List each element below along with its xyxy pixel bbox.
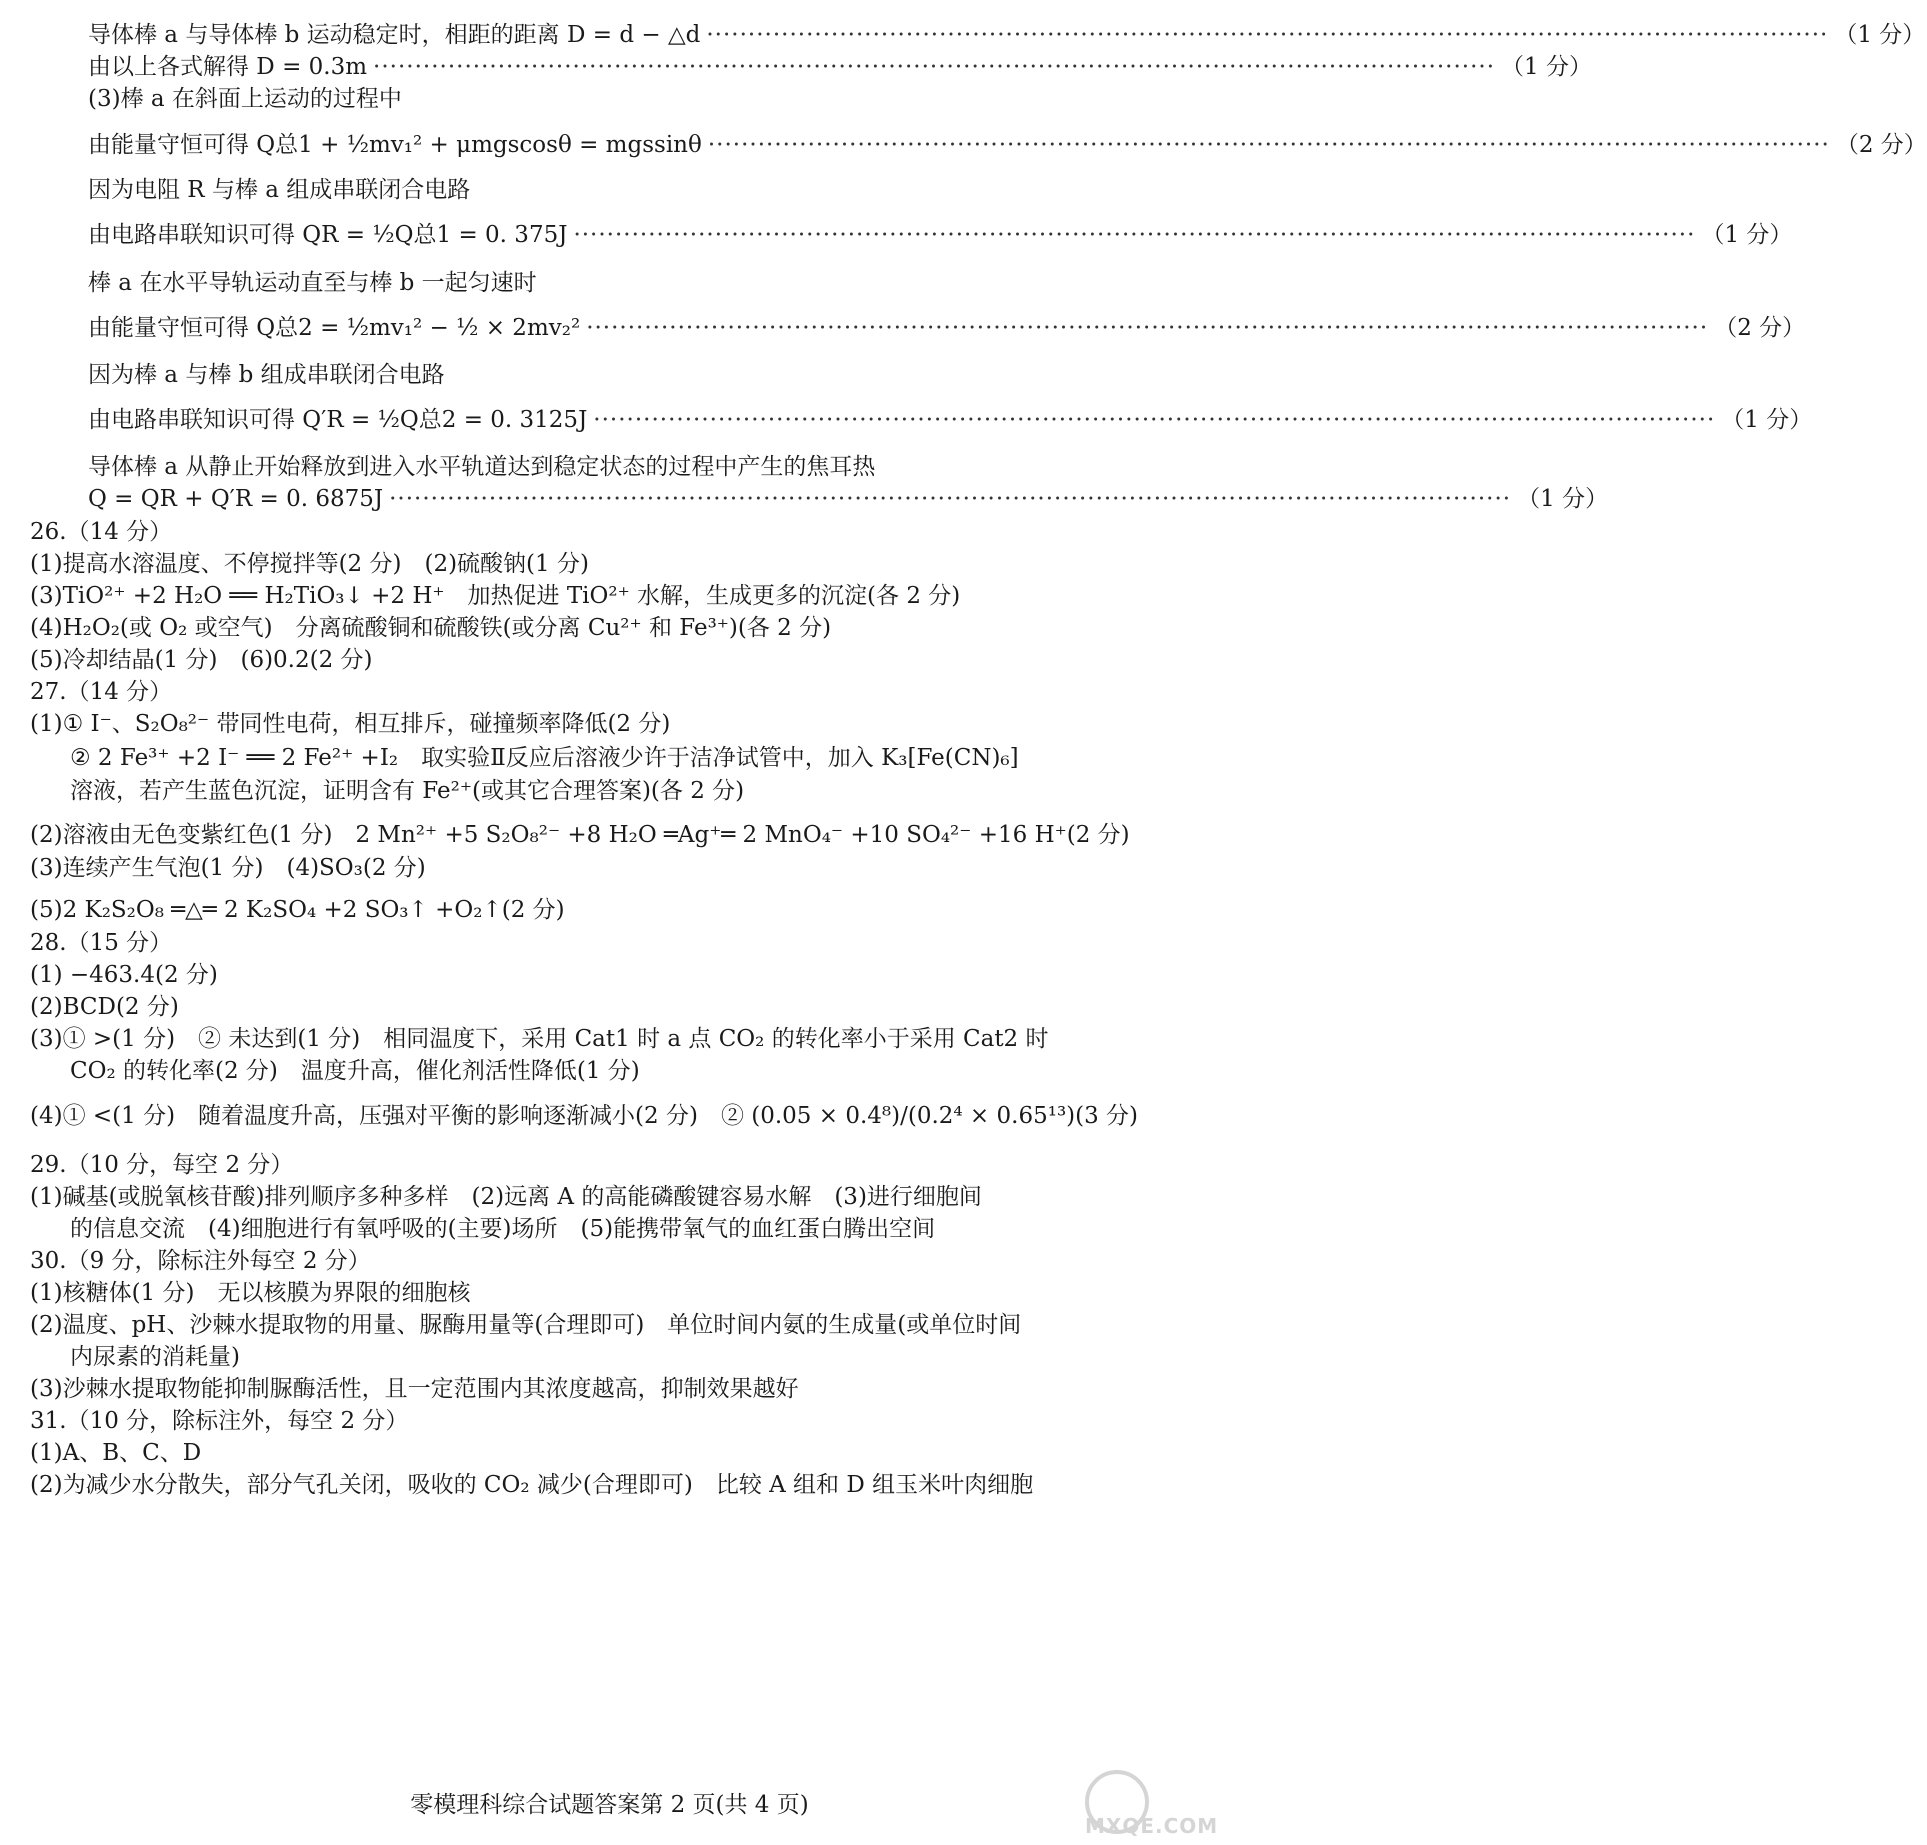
answer-line: (2)溶液由无色变紫红色(1 分) 2 Mn²⁺ +5 S₂O₈²⁻ +8 H₂O ═Ag⁺═ 2 MnO₄⁻ +10 SO₄²⁻ +16 H⁺(2 分) [30,822,1130,848]
answer-line [88,130,1927,160]
answer-line [88,405,1813,435]
answer-line: (1)① I⁻、S₂O₈²⁻ 带同性电荷，相互排斥，碰撞频率降低(2 分) [30,711,671,737]
leader-dots: ······································································································································· [573,222,1696,248]
answer-line: (4)① <(1 分) 随着温度升高，压强对平衡的影响逐渐减小(2 分) ② (0.05 × 0.4⁸)/(0.2⁴ × 0.65¹³)(3 分) [30,1103,1139,1129]
line-score: （1 分） [1834,22,1926,48]
answer-line: (4)H₂O₂(或 O₂ 或空气) 分离硫酸铜和硫酸铁(或分离 Cu²⁺ 和 Fe³⁺)(各 2 分) [30,615,832,641]
leader-dots: ······································································································································· [706,22,1829,48]
watermark-site: MXQE.COM [1085,1814,1219,1838]
answer-line: 溶液，若产生蓝色沉淀，证明含有 Fe²⁺(或其它合理答案)(各 2 分) [70,778,745,804]
line-score: （1 分） [1721,407,1813,433]
line-text: 由能量守恒可得 Q总2 = ½mv₁² − ½ × 2mv₂² [88,315,581,341]
answer-line: 因为棒 a 与棒 b 组成串联闭合电路 [88,362,445,388]
answer-line: (3)连续产生气泡(1 分) (4)SO₃(2 分) [30,855,426,881]
answer-line: CO₂ 的转化率(2 分) 温度升高，催化剂活性降低(1 分) [70,1058,640,1084]
line-text: 由电路串联知识可得 Q′R = ½Q总2 = 0. 3125J [88,407,588,433]
answer-line: 导体棒 a 从静止开始释放到进入水平轨道达到稳定状态的过程中产生的焦耳热 [88,454,876,480]
question-heading: 28.（15 分） [30,930,173,956]
question-heading: 27.（14 分） [30,679,173,705]
page-footer: 零模理科综合试题答案第 2 页(共 4 页) [410,1792,809,1818]
answer-line: 因为电阻 R 与棒 a 组成串联闭合电路 [88,177,471,203]
answer-line: 的信息交流 (4)细胞进行有氧呼吸的(主要)场所 (5)能携带氧气的血红蛋白腾出空间 [70,1216,936,1242]
answer-line: (1)碱基(或脱氧核苷酸)排列顺序多种多样 (2)远离 A 的高能磷酸键容易水解 (3)进行细胞间 [30,1184,982,1210]
question-heading: 26.（14 分） [30,519,173,545]
question-heading: 31.（10 分，除标注外，每空 2 分） [30,1408,409,1434]
answer-line [88,484,1609,514]
leader-dots: ······································································································································· [707,132,1830,158]
question-heading: 29.（10 分，每空 2 分） [30,1152,294,1178]
line-text: 由电路串联知识可得 QR = ½Q总1 = 0. 375J [88,222,568,248]
answer-line: (2)为减少水分散失，部分气孔关闭，吸收的 CO₂ 减少(合理即可) 比较 A 组和 D 组玉米叶肉细胞 [30,1472,1034,1498]
answer-line [88,313,1806,343]
line-text: 由以上各式解得 D = 0.3m [88,54,368,80]
answer-line: (1)提高水溶温度、不停搅拌等(2 分) (2)硫酸钠(1 分) [30,551,589,577]
answer-line: 内尿素的消耗量) [70,1344,240,1370]
answer-line: (5)冷却结晶(1 分) (6)0.2(2 分) [30,647,373,673]
line-text: 导体棒 a 与导体棒 b 运动稳定时，相距的距离 D = d − △d [88,22,701,48]
answer-line [88,220,1793,250]
answer-line: (2)BCD(2 分) [30,994,179,1020]
answer-line: (3)① >(1 分) ② 未达到(1 分) 相同温度下，采用 Cat1 时 a 点 CO₂ 的转化率小于采用 Cat2 时 [30,1026,1049,1052]
answer-line: (2)温度、pH、沙棘水提取物的用量、脲酶用量等(合理即可) 单位时间内氨的生成量(或单位时间 [30,1312,1022,1338]
line-text: 由能量守恒可得 Q总1 + ½mv₁² + μmgscosθ = mgssinθ [88,132,702,158]
leader-dots: ······································································································································· [586,315,1709,341]
line-text: Q = QR + Q′R = 0. 6875J [88,486,384,512]
answer-line: (1)核糖体(1 分) 无以核膜为界限的细胞核 [30,1280,471,1306]
question-heading: 30.（9 分，除标注外每空 2 分） [30,1248,371,1274]
leader-dots: ······································································································································· [373,54,1496,80]
answer-line: (5)2 K₂S₂O₈ ═△═ 2 K₂SO₄ +2 SO₃↑ +O₂↑(2 分) [30,897,565,923]
answer-line: (3)TiO²⁺ +2 H₂O ══ H₂TiO₃↓ +2 H⁺ 加热促进 TiO²⁺ 水解，生成更多的沉淀(各 2 分) [30,583,961,609]
answer-line: 棒 a 在水平导轨运动直至与棒 b 一起匀速时 [88,270,537,296]
line-score: （2 分） [1714,315,1806,341]
line-score: （2 分） [1835,132,1927,158]
answer-line [88,20,1926,50]
watermark [1085,1770,1219,1840]
leader-dots: ······································································································································· [593,407,1716,433]
answer-line: (1) −463.4(2 分) [30,962,218,988]
answer-line: (3)棒 a 在斜面上运动的过程中 [88,86,402,112]
line-score: （1 分） [1701,222,1793,248]
line-score: （1 分） [1501,54,1592,80]
answer-line: ② 2 Fe³⁺ +2 I⁻ ══ 2 Fe²⁺ +I₂ 取实验Ⅱ反应后溶液少许于洁净试管中，加入 K₃[Fe(CN)₆] [70,745,1019,771]
answer-line [88,52,1592,82]
answer-line: (1)A、B、C、D [30,1440,202,1466]
answer-line: (3)沙棘水提取物能抑制脲酶活性，且一定范围内其浓度越高，抑制效果越好 [30,1376,799,1402]
line-score: （1 分） [1517,486,1609,512]
leader-dots: ······································································································································· [389,486,1512,512]
